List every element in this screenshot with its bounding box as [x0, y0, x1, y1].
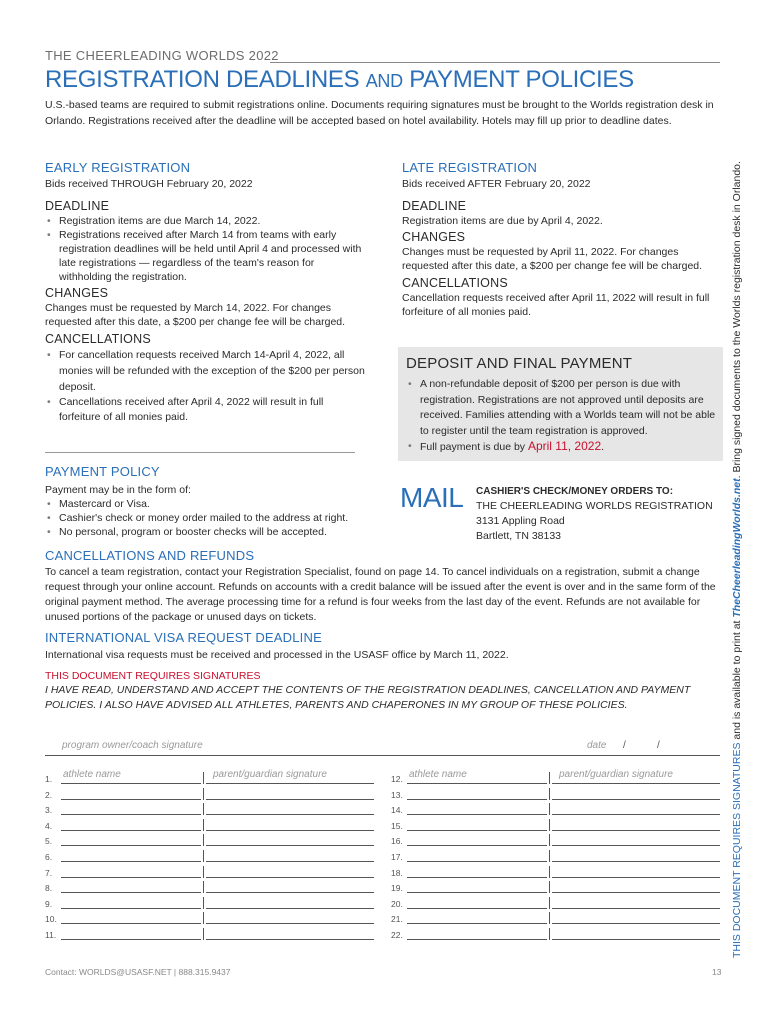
side-note-part1: THIS DOCUMENT REQUIRES SIGNATURES	[731, 742, 743, 958]
mail-address	[476, 484, 726, 544]
list-item: • For cancellation requests received March 14-April 4, 2022, all monies will be refunded with the exception of the $200 per person deposit.	[45, 347, 365, 395]
column-separator	[203, 772, 204, 784]
athlete-signature-table	[45, 768, 730, 948]
row-number: 18.	[391, 867, 403, 878]
column-separator	[203, 819, 204, 831]
title-part2: PAYMENT POLICIES	[409, 66, 634, 93]
parent-signature-line[interactable]	[552, 815, 720, 831]
footer-contact: Contact: WORLDS@USASF.NET | 888.315.9437	[45, 967, 231, 977]
mail-line3: Bartlett, TN 38133	[476, 530, 562, 542]
column-separator	[549, 819, 550, 831]
athlete-name-line[interactable]	[61, 862, 201, 878]
athlete-name-line[interactable]	[61, 846, 201, 862]
athlete-name-line[interactable]	[61, 830, 201, 846]
athlete-name-line[interactable]	[61, 815, 201, 831]
owner-signature-line[interactable]	[45, 740, 720, 756]
side-note	[727, 78, 747, 958]
athlete-name-line[interactable]	[61, 799, 201, 815]
row-number: 14.	[391, 805, 403, 816]
athlete-name-line[interactable]	[407, 846, 547, 862]
mail-line1: THE CHEERLEADING WORLDS REGISTRATION	[476, 500, 713, 512]
payment-list	[45, 497, 385, 539]
row-number: 10.	[45, 914, 57, 925]
side-note-part2: and is available to print at	[731, 617, 743, 743]
parent-signature-line[interactable]	[206, 908, 374, 924]
athlete-name-line[interactable]	[61, 908, 201, 924]
late-cancel-text: Cancellation requests received after April 11, 2022 will result in full forfeiture of all monies paid.	[402, 292, 710, 318]
athlete-name-line[interactable]	[61, 877, 201, 893]
refunds-text: To cancel a team registration, contact your Registration Specialist, found on page 14. To cancel individuals on a registration, submit a change request through your online account. Refunds on accounts with a credit balance will be issued after the event is over and in the same form of the original payment method. The average processing time for a refund is four weeks from the last day of the event. Refunds are not available for unused portions of the package or unused days on tickets.	[45, 566, 716, 623]
early-cancel-heading: CANCELLATIONS	[45, 332, 151, 346]
late-registration-section	[402, 160, 722, 319]
deposit-box	[398, 347, 723, 461]
athlete-name-placeholder: athlete name	[63, 769, 121, 780]
date-slash-2: /	[657, 740, 660, 751]
early-changes-heading: CHANGES	[45, 286, 109, 300]
row-number: 8.	[45, 883, 53, 894]
side-note-link[interactable]: TheCheerleadingWorlds.net	[731, 478, 743, 618]
late-cancel-heading: CANCELLATIONS	[402, 276, 508, 290]
list-item: • Cancellations received after April 4, 2022 will result in full forfeiture of all monies paid.	[45, 395, 365, 425]
parent-signature-line[interactable]	[552, 924, 720, 940]
early-heading: EARLY REGISTRATION	[45, 160, 191, 175]
athlete-name-line[interactable]	[407, 877, 547, 893]
parent-signature-line[interactable]	[552, 784, 720, 800]
column-separator	[549, 897, 550, 909]
row-number: 19.	[391, 883, 403, 894]
title-and: AND	[365, 71, 403, 91]
column-separator	[203, 912, 204, 924]
row-number: 5.	[45, 836, 53, 847]
list-item	[406, 439, 718, 456]
parent-signature-line[interactable]	[206, 893, 374, 909]
refunds-section	[45, 548, 725, 625]
mail-label: MAIL	[400, 482, 464, 513]
header-rule	[270, 62, 720, 63]
early-sub: Bids received THROUGH February 20, 2022	[45, 178, 253, 190]
intro-text: U.S.-based teams are required to submit registrations online. Documents requiring signatures must be brought to the Worlds registration desk in Orlando. Registrations received after the deadline will be accepted based on hotel availability. Hotels may fill up prior to deadline dates.	[45, 99, 714, 127]
row-number: 7.	[45, 867, 53, 878]
visa-heading: INTERNATIONAL VISA REQUEST DEADLINE	[45, 630, 322, 645]
parent-signature-line[interactable]	[206, 877, 374, 893]
athlete-name-line[interactable]	[61, 893, 201, 909]
athlete-name-line[interactable]	[407, 799, 547, 815]
parent-signature-line[interactable]	[552, 893, 720, 909]
row-number: 15.	[391, 820, 403, 831]
page-number: 13	[712, 967, 722, 977]
column-separator	[549, 881, 550, 893]
list-item: • Registration items are due March 14, 2022.	[45, 214, 365, 228]
column-separator	[203, 897, 204, 909]
parent-signature-line[interactable]	[206, 846, 374, 862]
column-separator	[549, 850, 550, 862]
row-number: 6.	[45, 852, 53, 862]
parent-signature-line[interactable]	[206, 784, 374, 800]
parent-signature-line[interactable]	[552, 877, 720, 893]
payment-intro: Payment may be in the form of:	[45, 484, 191, 496]
row-number: 13.	[391, 789, 403, 800]
athlete-name-line[interactable]	[407, 924, 547, 940]
parent-signature-line[interactable]	[552, 799, 720, 815]
parent-signature-line[interactable]	[206, 862, 374, 878]
list-item: • Mastercard or Visa.	[45, 497, 385, 511]
visa-text: International visa requests must be received and processed in the USASF office by March 11, 2022.	[45, 649, 509, 661]
row-number: 4.	[45, 820, 53, 831]
athlete-name-line[interactable]	[61, 924, 201, 940]
deposit-due-date: April 11, 2022	[527, 439, 602, 453]
column-separator	[203, 803, 204, 815]
mail-heading: CASHIER'S CHECK/MONEY ORDERS TO:	[476, 486, 674, 497]
late-deadline-text: Registration items are due by April 4, 2022.	[402, 215, 603, 227]
column-separator	[203, 850, 204, 862]
column-separator	[549, 912, 550, 924]
athlete-name-line[interactable]	[407, 908, 547, 924]
athlete-name-line[interactable]	[407, 815, 547, 831]
parent-signature-placeholder: parent/guardian signature	[213, 769, 327, 780]
late-changes-text: Changes must be requested by April 11, 2022. For changes requested after this date, a $200 per change fee will be charged.	[402, 246, 703, 272]
row-number: 22.	[391, 930, 403, 940]
deposit-list	[406, 377, 718, 456]
athlete-name-line[interactable]	[407, 830, 547, 846]
row-number: 20.	[391, 898, 403, 909]
parent-signature-line[interactable]	[552, 830, 720, 846]
column-separator	[203, 928, 204, 940]
late-heading: LATE REGISTRATION	[402, 160, 538, 175]
early-deadline-list	[45, 214, 365, 284]
side-note-part4: . Bring signed documents to the Worlds registration desk in Orlando.	[731, 161, 743, 479]
list-item: • A non-refundable deposit of $200 per person is due with registration. Registrations are not approved until deposits are received. Families attending with a Worlds team will not be able to register until the team registration is approved.	[406, 377, 718, 439]
owner-signature-placeholder: program owner/coach signature	[62, 740, 203, 751]
athlete-name-line[interactable]	[407, 862, 547, 878]
deposit-due-suffix: .	[601, 441, 605, 453]
late-changes-heading: CHANGES	[402, 230, 466, 244]
early-registration-section	[45, 160, 365, 425]
parent-signature-line[interactable]	[552, 846, 720, 862]
parent-signature-line[interactable]	[552, 908, 720, 924]
column-separator	[549, 772, 550, 784]
row-number: 12.	[391, 774, 403, 784]
athlete-name-line[interactable]	[61, 784, 201, 800]
payment-section	[45, 464, 385, 539]
date-slash-1: /	[623, 740, 626, 751]
late-sub: Bids received AFTER February 20, 2022	[402, 178, 591, 190]
column-separator	[203, 866, 204, 878]
list-item: • Cashier's check or money order mailed to the address at right.	[45, 511, 385, 525]
column-separator	[203, 881, 204, 893]
athlete-name-placeholder: athlete name	[409, 769, 467, 780]
refunds-heading: CANCELLATIONS AND REFUNDS	[45, 548, 255, 563]
header-label: THE CHEERLEADING WORLDS 2022	[45, 48, 279, 63]
parent-signature-line[interactable]	[206, 830, 374, 846]
title-part1: REGISTRATION DEADLINES	[45, 66, 360, 93]
column-separator	[203, 788, 204, 800]
early-deadline-heading: DEADLINE	[45, 199, 110, 213]
parent-signature-line[interactable]	[206, 815, 374, 831]
requires-signatures: THIS DOCUMENT REQUIRES SIGNATURES	[45, 670, 261, 682]
column-separator	[549, 866, 550, 878]
row-number: 3.	[45, 805, 53, 816]
row-number: 17.	[391, 852, 403, 862]
mail-line2: 3131 Appling Road	[476, 515, 565, 527]
deposit-heading: DEPOSIT AND FINAL PAYMENT	[406, 355, 633, 372]
early-cancel-list	[45, 347, 365, 425]
parent-signature-line[interactable]	[552, 862, 720, 878]
row-number: 21.	[391, 914, 403, 925]
list-item: • Registrations received after March 14 from teams with early registration deadlines will be held until April 4 and processed with late registrations — regardless of the team's reason for withholding the registration.	[45, 228, 365, 284]
athlete-name-line[interactable]	[407, 893, 547, 909]
signature-section	[45, 670, 730, 713]
visa-section	[45, 630, 725, 662]
row-number: 9.	[45, 898, 53, 909]
parent-signature-line[interactable]	[206, 924, 374, 940]
list-item: • No personal, program or booster checks will be accepted.	[45, 525, 385, 539]
parent-signature-line[interactable]	[206, 799, 374, 815]
row-number: 16.	[391, 836, 403, 847]
date-placeholder: date	[587, 740, 607, 751]
athlete-name-line[interactable]	[407, 784, 547, 800]
column-separator	[549, 834, 550, 846]
column-separator	[549, 788, 550, 800]
divider	[45, 452, 355, 453]
column-separator	[203, 834, 204, 846]
page-title	[45, 66, 634, 94]
column-separator	[549, 803, 550, 815]
late-deadline-heading: DEADLINE	[402, 199, 467, 213]
payment-heading: PAYMENT POLICY	[45, 464, 160, 479]
signature-statement: I HAVE READ, UNDERSTAND AND ACCEPT THE CONTENTS OF THE REGISTRATION DEADLINES, CANCELLATION AND PAYMENT POLICIES. I ALSO HAVE ADVISED ALL ATHLETES, PARENTS AND CHAPERONES IN MY GROUP OF THESE POLICIES.	[45, 684, 691, 711]
column-separator	[549, 928, 550, 940]
row-number: 1.	[45, 774, 53, 784]
deposit-due-prefix: Full payment is due by	[420, 441, 528, 453]
parent-signature-placeholder: parent/guardian signature	[559, 769, 673, 780]
row-number: 11.	[45, 930, 57, 940]
row-number: 2.	[45, 789, 53, 800]
early-changes-text: Changes must be requested by March 14, 2022. For changes requested after this date, a $200 per change fee will be charged.	[45, 302, 346, 328]
